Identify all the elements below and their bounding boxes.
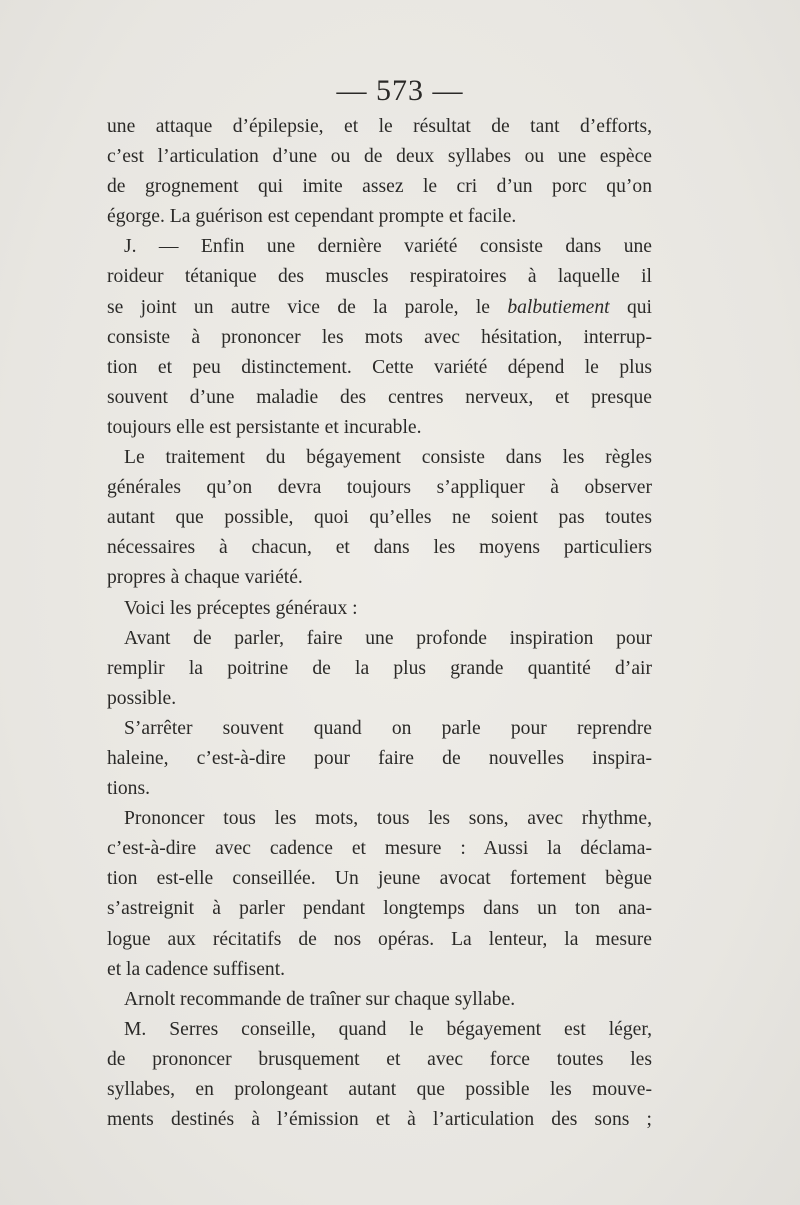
text-line (107, 533, 652, 563)
text-line (107, 383, 652, 413)
text-line-content: s’astreignit à parler pendant longtemps dans un ton ana- (107, 898, 652, 920)
text-line (107, 473, 652, 503)
text-line-content: propres à chaque variété. (107, 567, 303, 589)
text-line-content: Arnolt recommande de traîner sur chaque syllabe. (124, 988, 516, 1010)
text-line (107, 654, 652, 684)
text-line-content: nécessaires à chacun, et dans les moyens particuliers (107, 537, 652, 559)
text-line-content: égorge. La guérison est cependant prompte et facile. (107, 206, 517, 228)
text-line-content: se joint un autre vice de la parole, le (107, 296, 508, 318)
text-line-content: qui (609, 296, 653, 318)
text-line (107, 925, 652, 955)
text-line (107, 864, 652, 894)
text-line (107, 262, 652, 292)
text-line-content: syllabes, en prolongeant autant que possible les mouve- (107, 1079, 652, 1100)
text-line (107, 1075, 652, 1105)
text-line (107, 744, 652, 774)
text-line-content: tions. (107, 778, 151, 800)
text-line (107, 232, 652, 262)
text-line-content: J. — Enfin une dernière variété consiste dans une (124, 236, 652, 258)
text-line-content: haleine, c’est-à-dire pour faire de nouvelles inspira- (107, 747, 652, 769)
text-line-content: c’est l’articulation d’une ou de deux syllabes ou une espèce (107, 146, 652, 168)
text-line-content: logue aux récitatifs de nos opéras. La lenteur, la mesure (107, 928, 652, 950)
text-line-content: tion est-elle conseillée. Un jeune avocat fortement bègue (107, 868, 652, 890)
text-line (107, 413, 652, 443)
text-line-content: remplir la poitrine de la plus grande quantité d’air (107, 657, 652, 679)
text-line (107, 1045, 652, 1075)
text-line (107, 202, 652, 232)
emphasized-term: balbutiement (507, 296, 610, 318)
text-line (107, 563, 652, 593)
text-line (107, 443, 652, 473)
text-line (107, 112, 652, 142)
text-line-content: souvent d’une maladie des centres nerveux, et presque (107, 386, 652, 408)
text-line-content: une attaque d’épilepsie, et le résultat de tant d’efforts, (107, 116, 652, 137)
text-line-content: M. Serres conseille, quand le bégayement est léger, (124, 1018, 652, 1040)
text-line (107, 804, 652, 834)
text-line (107, 714, 652, 744)
text-line-content: roideur tétanique des muscles respiratoires à laquelle il (107, 266, 652, 288)
text-line-content: autant que possible, quoi qu’elles ne soient pas toutes (107, 507, 652, 529)
text-line-content: et la cadence suffisent. (107, 958, 286, 980)
page-number: — 573 — (336, 74, 464, 107)
text-line (107, 1105, 652, 1135)
text-line-content: Le traitement du bégayement consiste dans les règles (124, 447, 652, 469)
text-line (107, 955, 652, 985)
text-line (107, 353, 652, 383)
text-line (107, 293, 652, 323)
text-line (107, 774, 652, 804)
text-line (107, 1015, 652, 1045)
text-line-content: c’est-à-dire avec cadence et mesure : Aussi la déclama- (107, 838, 652, 860)
text-line (107, 323, 652, 353)
text-line (107, 503, 652, 533)
text-line (107, 894, 652, 924)
text-line-content: toujours elle est persistante et incurable. (107, 416, 422, 438)
text-line (107, 172, 652, 202)
text-line-content: Prononcer tous les mots, tous les sons, avec rhythme, (124, 808, 652, 830)
text-line (107, 684, 652, 714)
text-line-content: Voici les préceptes généraux : (124, 597, 358, 619)
text-line (107, 834, 652, 864)
text-line-content: générales qu’on devra toujours s’appliquer à observer (107, 477, 652, 499)
text-line (107, 142, 652, 172)
text-line-content: de grognement qui imite assez le cri d’un porc qu’on (107, 176, 652, 198)
text-line-content: tion et peu distinctement. Cette variété dépend le plus (107, 356, 652, 378)
text-line-content: Avant de parler, faire une profonde inspiration pour (124, 627, 652, 649)
text-line (107, 624, 652, 654)
text-line (107, 985, 652, 1015)
text-line-content: S’arrêter souvent quand on parle pour reprendre (124, 717, 652, 739)
text-line-content: ments destinés à l’émission et à l’articulation des sons ; (107, 1109, 652, 1131)
page-body-text (107, 112, 652, 1135)
text-line-content: possible. (107, 687, 177, 709)
text-line-content: consiste à prononcer les mots avec hésitation, interrup- (107, 326, 652, 348)
text-line (107, 594, 652, 624)
text-line-content: de prononcer brusquement et avec force toutes les (107, 1048, 652, 1070)
